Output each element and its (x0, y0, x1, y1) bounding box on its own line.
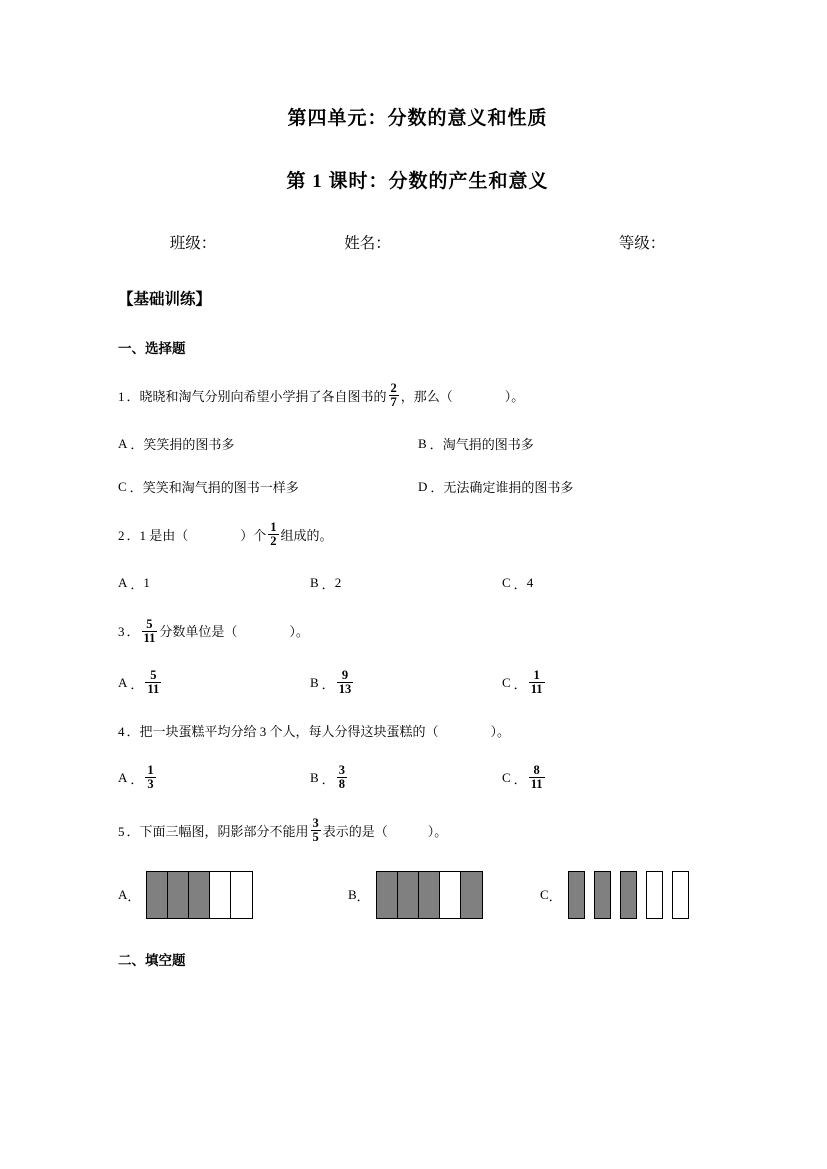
fraction-denominator: 13 (338, 681, 352, 696)
option-label: C (502, 575, 511, 590)
fraction-denominator: 11 (147, 681, 160, 696)
option-fraction (145, 764, 155, 791)
student-info-line (118, 231, 717, 253)
question-1-number: 1 (118, 388, 125, 404)
bar-cell (646, 871, 663, 919)
bar-cell (377, 872, 398, 918)
option-fraction (145, 669, 161, 696)
option-text: 2 (334, 575, 342, 590)
question-1-options-row-2 (118, 477, 717, 496)
bar-figure-b (376, 871, 483, 919)
option-fraction (337, 764, 347, 791)
bar-cell (440, 872, 461, 918)
bar-cell (210, 872, 231, 918)
figure-5-a[interactable] (118, 871, 348, 919)
question-1-options-row-1 (118, 434, 717, 453)
figure-5-b[interactable] (348, 871, 540, 919)
fraction-numerator: 1 (533, 667, 540, 682)
question-3-number: 3 (118, 624, 125, 640)
fraction-numerator: 2 (390, 381, 397, 395)
option-label: D (418, 478, 428, 494)
part-heading-fill-in-blank: 二、填空题 (118, 953, 186, 969)
bar-figure-c (568, 871, 689, 919)
question-2-text: 1 是由（ (139, 528, 189, 544)
option-label: C (502, 770, 511, 786)
bar-cell (594, 871, 611, 919)
option-text: 1 (143, 575, 150, 590)
fraction-denominator: 7 (390, 395, 397, 410)
option-label: C (502, 675, 511, 691)
page-title-lesson: 第 1 课时：分数的产生和意义 (286, 171, 549, 192)
option-label: A (118, 770, 128, 786)
option-label: B (310, 575, 319, 590)
fraction-denominator: 11 (143, 630, 156, 645)
question-3-text-end: ）。 (289, 624, 309, 640)
option-fraction (529, 669, 545, 696)
grade-label: 等级： (618, 235, 666, 252)
question-1-dot: ． (126, 388, 140, 404)
question-5 (118, 815, 717, 845)
option-4-b[interactable] (310, 762, 502, 792)
option-dot: ． (130, 771, 144, 787)
bar-figure-a (146, 871, 253, 919)
option-1-b[interactable] (418, 434, 534, 453)
option-fraction (529, 764, 545, 791)
option-1-d[interactable] (418, 477, 573, 496)
option-dot: ． (513, 576, 527, 592)
fraction-numerator: 5 (146, 616, 153, 631)
bar-cell (231, 872, 252, 918)
figure-dot: ． (548, 888, 562, 904)
fraction-numerator: 1 (147, 762, 154, 777)
bar-cell (461, 872, 482, 918)
fraction-numerator: 3 (312, 815, 319, 830)
option-3-c[interactable] (502, 667, 694, 697)
fraction-numerator: 9 (341, 667, 349, 682)
option-label: B (310, 770, 319, 786)
figure-dot: ． (356, 888, 370, 904)
bar-cell (189, 872, 210, 918)
bar-cell (419, 872, 440, 918)
option-2-b[interactable] (310, 574, 502, 593)
option-1-a[interactable] (118, 434, 418, 453)
option-dot: ． (321, 676, 335, 692)
fraction-denominator: 5 (312, 829, 319, 844)
question-2-fraction (268, 521, 278, 548)
option-3-b[interactable] (310, 667, 502, 697)
option-dot: ． (513, 771, 527, 787)
option-dot: ． (429, 437, 443, 453)
fraction-numerator: 5 (150, 667, 157, 682)
question-1-text: 晓晓和淘气分别向希望小学捐了各自图书的 (139, 388, 387, 404)
option-dot: ． (513, 676, 527, 692)
fraction-numerator: 3 (338, 762, 345, 777)
option-fraction (337, 669, 354, 696)
option-dot: ． (130, 437, 144, 453)
option-label: B (310, 675, 319, 691)
question-4-options (118, 762, 717, 792)
question-3-dot: ． (126, 624, 140, 640)
option-text: 4 (526, 575, 534, 590)
question-2-options (118, 574, 717, 593)
fraction-denominator: 11 (530, 681, 543, 696)
question-5-dot: ． (126, 823, 140, 839)
fraction-denominator: 2 (270, 534, 277, 549)
question-5-text: 下面三幅图，阴影部分不能用 (139, 823, 309, 839)
option-text: 无法确定谁捐的图书多 (443, 480, 574, 496)
fraction-denominator: 11 (530, 776, 543, 791)
question-1-text-after: ，那么（ (400, 388, 453, 404)
question-5-figures (118, 871, 717, 919)
bar-cell (568, 871, 585, 919)
question-3-options (118, 667, 717, 697)
class-blank[interactable] (216, 231, 336, 253)
page-title-unit: 第四单元：分数的意义和性质 (287, 108, 548, 129)
fraction-numerator: 8 (533, 762, 540, 777)
figure-dot: ． (127, 888, 141, 904)
option-dot: ． (130, 576, 144, 592)
question-1-text-end: ）。 (504, 388, 525, 404)
name-blank[interactable] (391, 231, 511, 253)
bar-cell (147, 872, 168, 918)
option-dot: ． (430, 480, 444, 496)
part-heading-multiple-choice: 一、选择题 (118, 341, 186, 356)
figure-5-c[interactable] (540, 871, 689, 919)
question-2-text-after: 组成的。 (280, 528, 333, 544)
question-5-text-after: 表示的是（ (322, 823, 388, 839)
bar-cell (398, 872, 419, 918)
option-1-c[interactable] (118, 477, 418, 496)
option-label: C (118, 478, 127, 494)
question-2-text-mid: ）个 (240, 528, 267, 544)
option-text: 笑笑和淘气捐的图书一样多 (142, 480, 299, 496)
option-label: A (118, 575, 128, 590)
option-dot: ． (130, 676, 144, 692)
option-label: A (118, 435, 128, 451)
fraction-denominator: 8 (338, 776, 345, 791)
question-1-fraction (389, 382, 399, 409)
question-4-number: 4 (118, 724, 125, 739)
question-1 (118, 383, 717, 410)
question-2-number: 2 (118, 528, 125, 544)
question-3 (118, 616, 717, 646)
option-2-a[interactable] (118, 574, 310, 593)
section-heading-basic-training: 【基础训练】 (118, 291, 212, 308)
option-dot: ． (129, 480, 143, 496)
class-label: 班级： (169, 235, 217, 252)
question-4 (118, 723, 717, 741)
fraction-denominator: 3 (147, 776, 154, 791)
question-3-text-after: 分数单位是（ (159, 624, 238, 640)
option-2-c[interactable] (502, 574, 694, 593)
question-4-text: 把一块蛋糕平均分给 3 个人，每人分得这块蛋糕的（ (139, 724, 439, 739)
option-text: 淘气捐的图书多 (442, 437, 534, 453)
question-4-dot: ． (126, 724, 140, 739)
question-2 (118, 522, 717, 549)
question-2-dot: ． (126, 528, 140, 544)
bar-cell (672, 871, 689, 919)
bar-cell (168, 872, 189, 918)
question-3-fraction (142, 618, 158, 645)
question-5-fraction (311, 817, 321, 844)
option-label: B (418, 435, 427, 451)
option-4-c[interactable] (502, 762, 694, 792)
question-5-text-end: ）。 (427, 823, 448, 839)
option-4-a[interactable] (118, 762, 310, 792)
figure-label: A (118, 887, 128, 903)
option-text: 笑笑捐的图书多 (143, 437, 235, 453)
figure-label: B (348, 887, 357, 903)
option-dot: ． (321, 576, 335, 592)
bar-cell (620, 871, 637, 919)
question-4-text-end: ）。 (490, 724, 511, 739)
question-5-number: 5 (118, 823, 125, 839)
option-label: A (118, 675, 128, 691)
name-label: 姓名： (344, 235, 391, 252)
option-dot: ． (321, 771, 335, 787)
figure-label: C (540, 887, 549, 903)
option-3-a[interactable] (118, 667, 310, 697)
fraction-numerator: 1 (270, 520, 277, 535)
